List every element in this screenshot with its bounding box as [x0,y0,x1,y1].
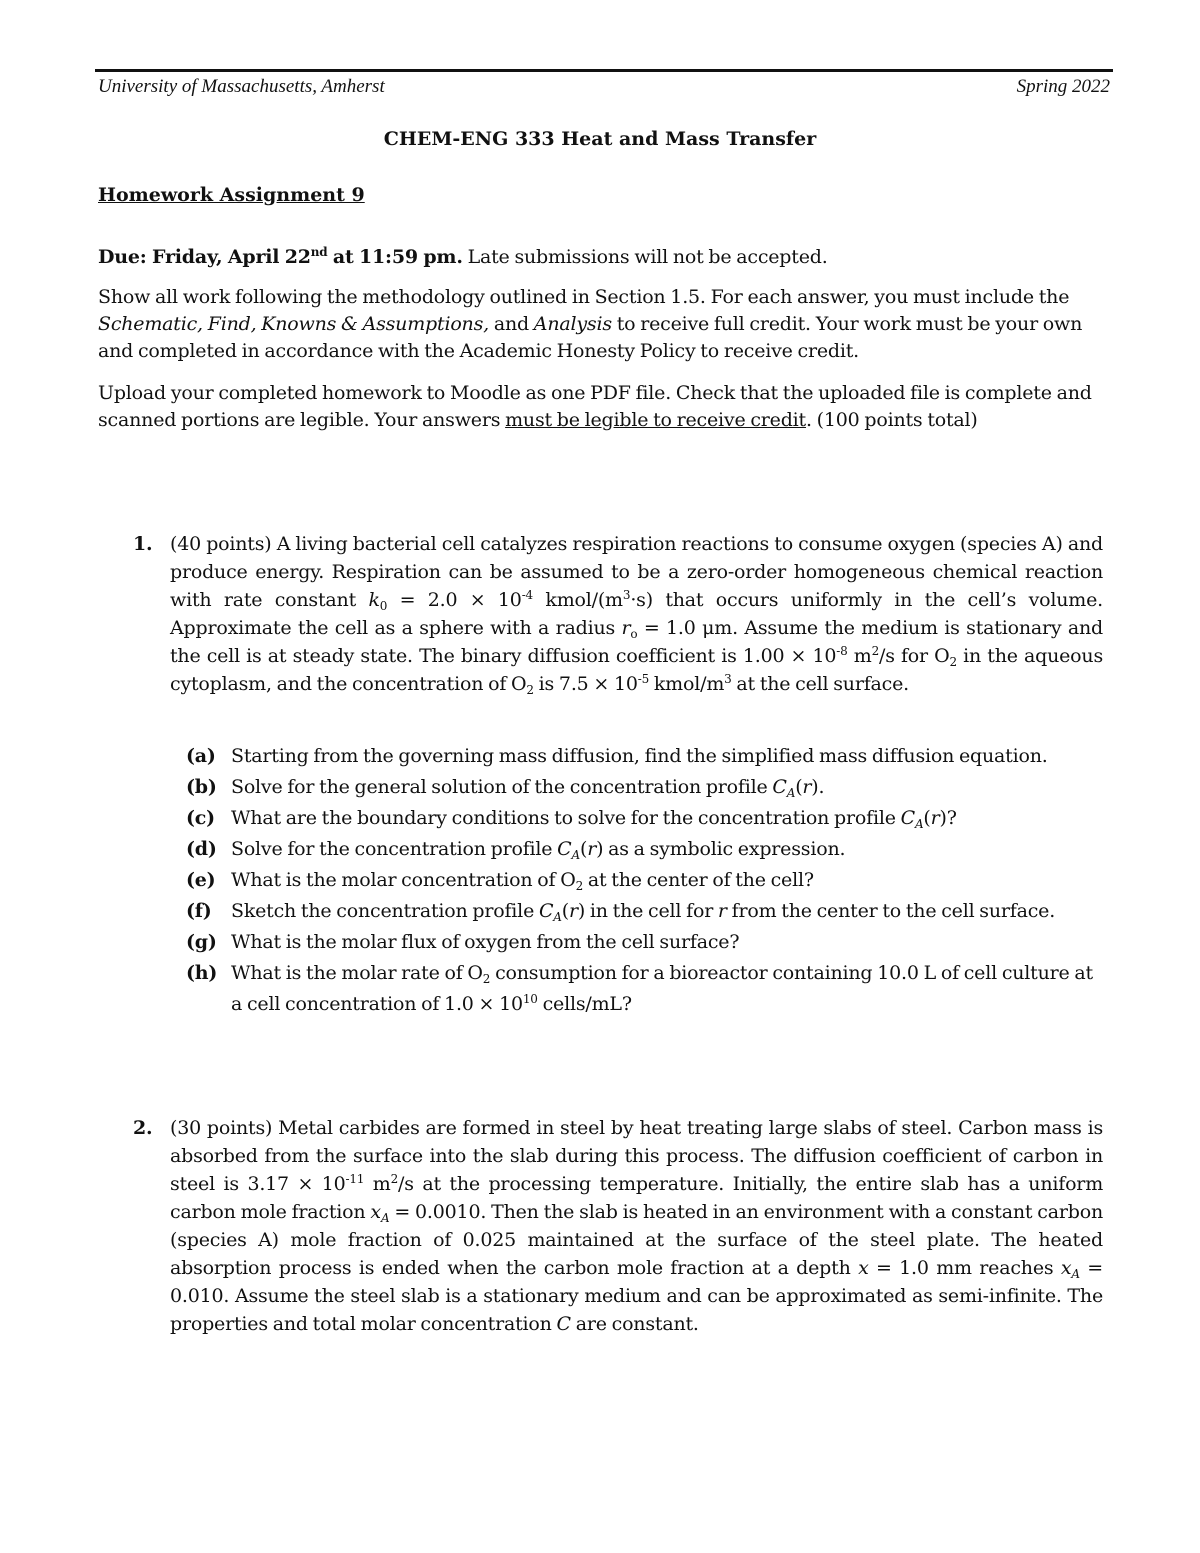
problem-number: 1. [133,533,153,555]
part-f: (f) Sketch the concentration profile $C_A(r)$ in the cell for r from the center to the cell surface. [186,900,1056,924]
part-e: (e) What is the molar concentration of $O_2$ at the center of the cell? [186,869,814,893]
assignment-title: Homework Assignment 9 [98,184,365,206]
problem-1-text: (40 points) A living bacterial cell catalyzes respiration reactions to consume oxygen (species A) and produce energy. Respiration can be assumed to be a zero-order homogeneous chemical reaction with rate constant $k_0 = 2.0 \times 10^{-4}$ kmol/$(m^3\cdot s)$ that occurs uniformly in the cell’s volume. Approximate the cell as a sphere with a radius $r_o = 1.0$ μm. Assume the medium is stationary and the cell is at steady state. The binary diffusion coefficient is $1.00 \times 10^{-8}$ $m^2/s$ for $O_2$ in the aqueous cytoplasm, and the concentration of $O_2$ is $7.5 \times 10^{-5}$ kmol/$m^3$ at the cell surface. [170,533,1103,697]
instructions-paragraph: Show all work following the methodology outlined in Section 1.5. For each answer, you must include the Schematic, Find, Knowns & Assumptions, and Analysis to receive full credit. Your work must be your own and completed in accordance with the Academic Honesty Policy to receive credit. [98,286,1083,362]
part-d: (d) Solve for the concentration profile $C_A(r)$ as a symbolic expression. [186,838,846,862]
part-a: (a) Starting from the governing mass diffusion, find the simplified mass diffusion equation. [186,745,1048,767]
problem-number: 2. [133,1117,153,1139]
part-c: (c) What are the boundary conditions to solve for the concentration profile $C_A(r)$? [186,807,957,831]
part-g: (g) What is the molar flux of oxygen from the cell surface? [186,931,740,953]
upload-paragraph: Upload your completed homework to Moodle as one PDF file. Check that the uploaded file is complete and scanned portions are legible. Your answers must be legible to receive credit. (100 points total) [98,382,1092,431]
legibility-note: must be legible to receive credit [505,409,806,431]
problem-2-text: (30 points) Metal carbides are formed in steel by heat treating large slabs of steel. Carbon mass is absorbed from the surface into the slab during this process. The diffusion coefficient of carbon in steel is $3.17 \times 10^{-11}$ $m^2/s$ at the processing temperature. Initially, the entire slab has a uniform carbon mole fraction $x_A = 0.0010$. Then the slab is heated in an environment with a constant carbon (species A) mole fraction of 0.025 maintained at the surface of the steel plate. The heated absorption process is ended when the carbon mole fraction at a depth x = 1.0 mm reaches $x_A = 0.010$. Assume the steel slab is a stationary medium and can be approximated as semi-infinite. The properties and total molar concentration C are constant. [170,1117,1104,1335]
due-line [98,244,1110,271]
due-label: Due: Friday, April 22nd at 11:59 pm. [98,245,463,268]
part-b: (b) Solve for the general solution of the concentration profile $C_A(r)$. [186,776,825,800]
problem-2 [133,1114,1103,1338]
part-h: (h) What is the molar rate of $O_2$ consumption for a bioreactor containing 10.0 L of cell culture at a cell concentration of $1.0 \times 10^{10}$ cells/mL? [186,962,1093,1015]
problem-1 [133,530,1103,698]
course-title: CHEM-ENG 333 Heat and Mass Transfer [383,128,817,150]
term: Spring 2022 [1016,76,1110,97]
institution-name: University of Massachusetts, Amherst [98,76,385,97]
due-note: Late submissions will not be accepted. [462,246,828,268]
header-rule [95,69,1113,72]
problem-1-parts [186,741,1106,1020]
